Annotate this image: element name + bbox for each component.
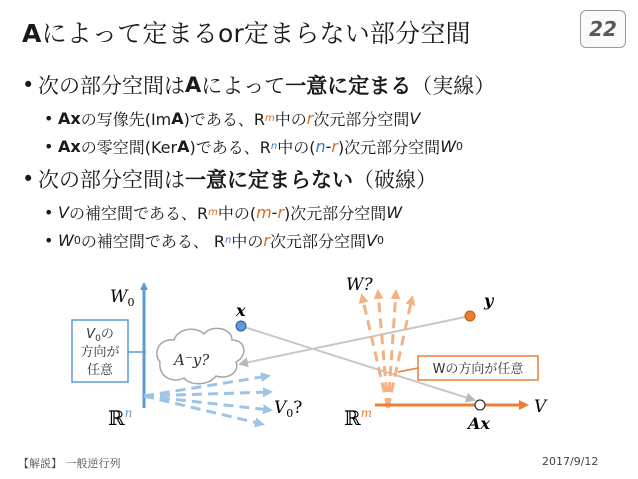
point-y: [465, 311, 475, 321]
bullet-text: の補空間である、R: [68, 203, 209, 223]
subscript: 0: [376, 233, 384, 247]
exponent: m: [208, 206, 218, 218]
bullet-dot: •: [44, 136, 54, 156]
bullet-dot: •: [44, 202, 54, 222]
bullet-dot: •: [22, 167, 35, 191]
x-label: x: [236, 301, 246, 320]
v0-question-label: $V_0$?: [274, 398, 303, 420]
minus-sign: -: [325, 136, 332, 156]
minus-sign: -: [271, 202, 278, 222]
bullet-text: )である、R: [183, 109, 266, 129]
v-label: V: [534, 397, 547, 417]
bullet-text: の写像先(Im: [80, 109, 172, 129]
bullet-dot: •: [44, 108, 54, 128]
bullet-text: （破線）: [353, 168, 437, 192]
matrix-a: A: [171, 108, 184, 128]
preimage-label: A⁻y?: [174, 351, 210, 369]
bullet-text: 次元部分空間: [313, 109, 410, 129]
title-text: によって定まるor定まらない部分空間: [41, 19, 471, 48]
ax-term: Ax: [58, 136, 81, 156]
dim-m: m: [256, 202, 272, 222]
bullet-text: によって: [201, 74, 286, 98]
space-w: W: [386, 202, 403, 222]
v0-box-line3: 任意: [86, 363, 114, 378]
rank-r: r: [306, 108, 314, 128]
bullet-text: )次元部分空間: [284, 203, 387, 223]
bullet-text: 次元部分空間: [269, 231, 366, 251]
rn-label: ℝ$^n$: [108, 406, 133, 430]
v0-box-line1: $V_0$の: [86, 327, 114, 344]
space-v: V: [409, 108, 421, 128]
rank-r: r: [277, 202, 285, 222]
point-x: [236, 321, 246, 331]
matrix-a: A: [185, 73, 202, 97]
space-w: W: [58, 230, 74, 250]
exponent: n: [225, 234, 232, 246]
bullet-text: 次の部分空間は: [38, 168, 185, 192]
w0-label: $W_0$: [110, 287, 135, 309]
ax-term: Ax: [58, 108, 81, 128]
rank-r: r: [331, 136, 338, 156]
bullet-dot: •: [22, 73, 35, 97]
preimage-cloud: [157, 328, 244, 383]
w-direction-callout: [398, 356, 538, 380]
bullet-dot: •: [44, 230, 54, 250]
matrix-a: A: [177, 136, 190, 156]
bullet-text: （実線）: [411, 74, 496, 98]
space-v: V: [58, 202, 69, 222]
v0-direction-callout: [72, 320, 146, 382]
dim-n: n: [315, 136, 326, 156]
bullet-text: の零空間(Ker: [80, 137, 178, 157]
exponent: m: [265, 112, 275, 124]
bullet-text: 中の(: [277, 137, 316, 157]
v0-candidate-4: [144, 396, 262, 424]
y-label: y: [484, 291, 494, 310]
point-ax: [475, 400, 485, 410]
v0-candidate-3: [144, 396, 270, 410]
space-v0: V: [366, 230, 377, 250]
title-matrix-a: A: [22, 19, 42, 48]
bullet-text: 次の部分空間は: [38, 74, 185, 98]
bullet-text: の補空間である、 R: [80, 231, 226, 251]
callout-pointer: [398, 368, 418, 372]
rank-r: r: [263, 230, 270, 250]
exponent: n: [270, 140, 278, 152]
w-box-text: Wの方向が任意: [432, 362, 524, 377]
bullet-text: 中の: [274, 109, 307, 129]
footer-date: 2017/9/12: [542, 455, 599, 468]
emphasis-text: 一意に定まらない: [185, 168, 353, 192]
bullet-text: )次元部分空間: [337, 137, 441, 157]
subscript: 0: [456, 139, 464, 153]
ax-label: Ax: [468, 414, 490, 433]
rm-label: ℝ$^m$: [344, 406, 373, 430]
v0-box-line2: 方向が: [80, 345, 120, 360]
emphasis-text: 一意に定まる: [285, 74, 412, 98]
w-question-label: W?: [346, 275, 373, 295]
bullet-text: 中の(: [217, 203, 257, 223]
bullet-text: 中の: [231, 231, 264, 251]
subscript: 0: [73, 233, 81, 247]
space-w: W: [440, 136, 457, 156]
bullet-text: )である、R: [189, 137, 271, 157]
page-number: 22: [589, 17, 617, 41]
footer-section-label: 【解説】 一般逆行列: [18, 457, 121, 470]
